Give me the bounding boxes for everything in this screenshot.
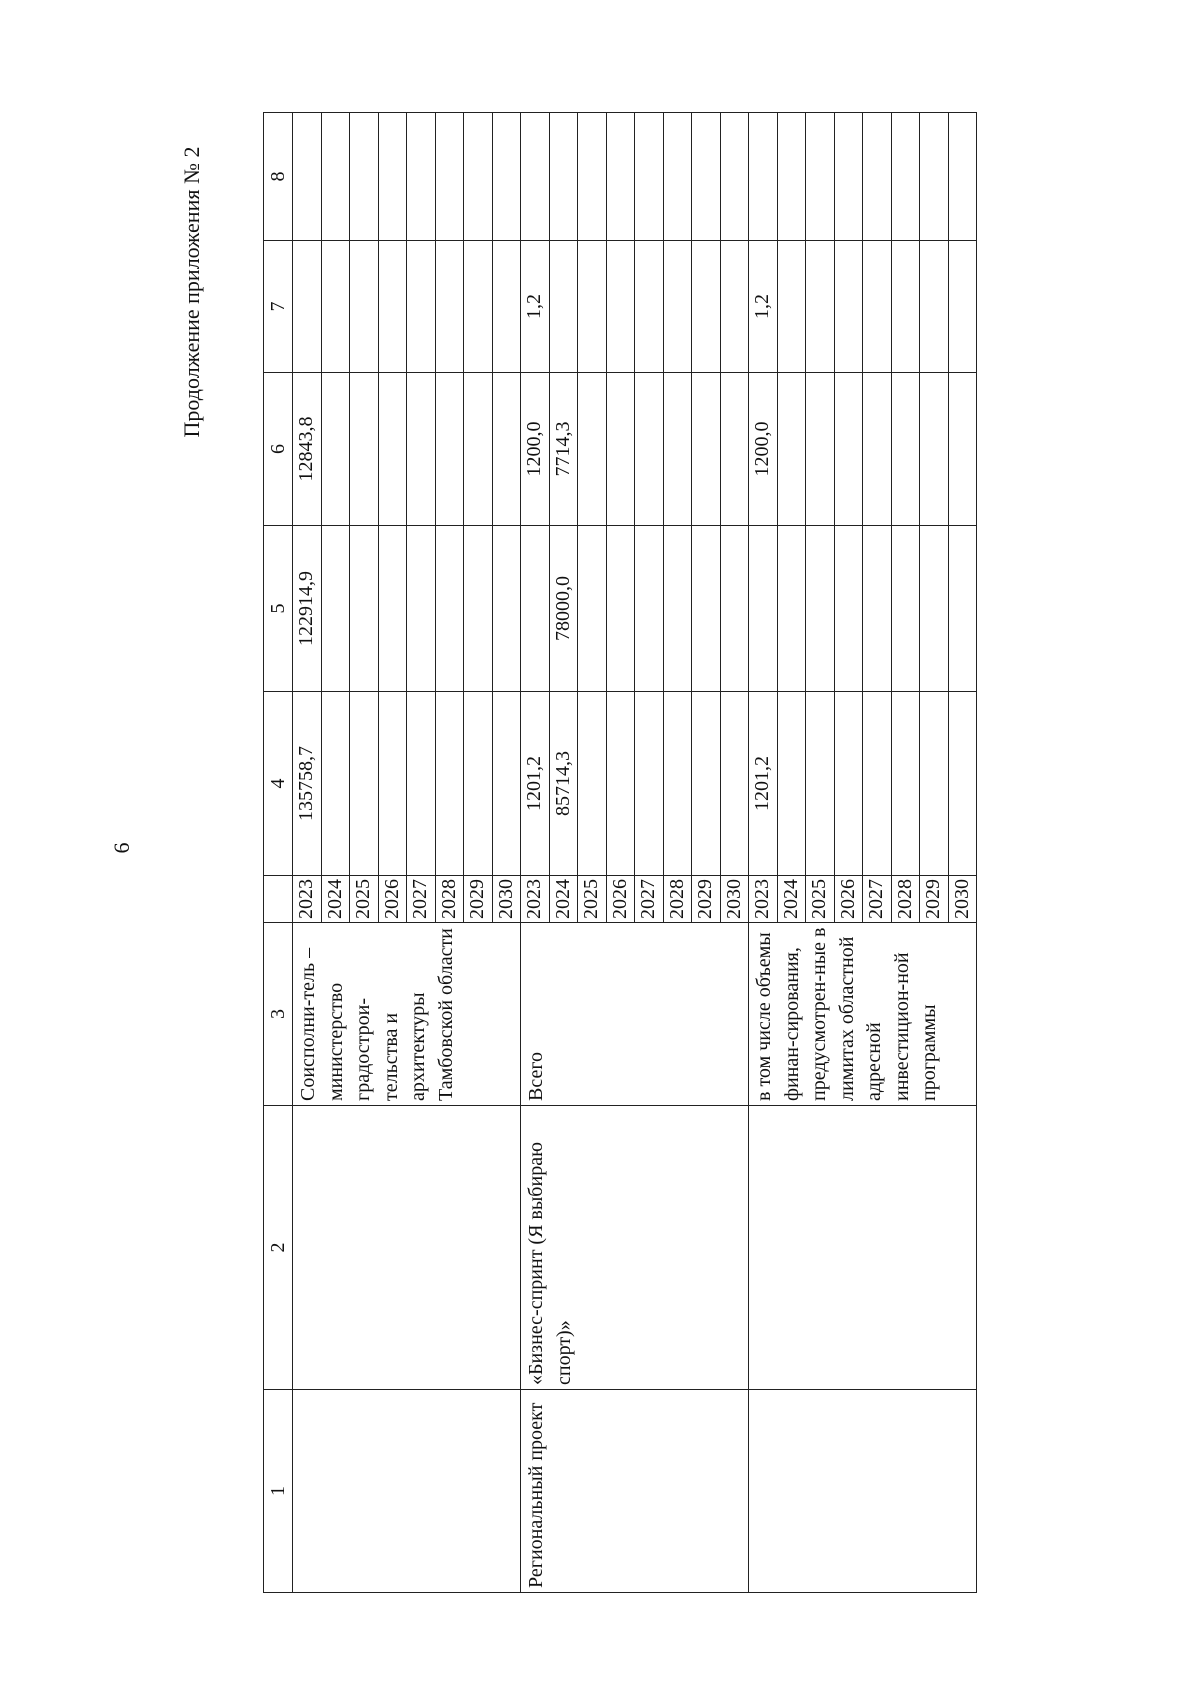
continuation-title: Продолжение приложения № 2 [179, 146, 204, 438]
column-header [264, 876, 293, 923]
value-cell-c7 [948, 241, 977, 373]
value-cell-c8 [749, 113, 778, 241]
value-cell-c4 [692, 692, 721, 876]
value-cell-c7 [606, 241, 635, 373]
value-cell-c8 [948, 113, 977, 241]
value-cell-c6 [777, 373, 806, 526]
program-type-cell [749, 1390, 977, 1593]
column-header: 4 [264, 692, 293, 876]
table-row [293, 113, 322, 1593]
value-cell-c8 [549, 113, 578, 241]
value-cell-c5 [777, 526, 806, 692]
value-cell-c7: 1,2 [521, 241, 550, 373]
value-cell-c8 [834, 113, 863, 241]
column-header: 3 [264, 923, 293, 1106]
value-cell-c6 [606, 373, 635, 526]
value-cell-c7 [378, 241, 407, 373]
value-cell-c4 [464, 692, 493, 876]
value-cell-c6 [663, 373, 692, 526]
value-cell-c7 [578, 241, 607, 373]
value-cell-c5 [834, 526, 863, 692]
value-cell-c7 [692, 241, 721, 373]
value-cell-c4: 85714,3 [549, 692, 578, 876]
value-cell-c6 [834, 373, 863, 526]
year-cell: 2027 [407, 876, 436, 923]
program-name-cell: «Бизнес-спринт (Я выбираю спорт)» [521, 1106, 749, 1390]
value-cell-c4 [720, 692, 749, 876]
value-cell-c6: 7714,3 [549, 373, 578, 526]
value-cell-c5 [891, 526, 920, 692]
column-header: 1 [264, 1390, 293, 1593]
value-cell-c4: 1201,2 [521, 692, 550, 876]
value-cell-c5 [948, 526, 977, 692]
value-cell-c7 [891, 241, 920, 373]
program-type-cell: Региональный проект [521, 1390, 749, 1593]
year-cell: 2027 [635, 876, 664, 923]
value-cell-c4 [863, 692, 892, 876]
value-cell-c7 [350, 241, 379, 373]
year-cell: 2025 [578, 876, 607, 923]
funding-table [263, 112, 977, 1593]
value-cell-c7 [863, 241, 892, 373]
executor-cell: Соисполни-тель – министерство градострои-тельства и архитектуры Тамбовской области [293, 923, 521, 1106]
value-cell-c8 [321, 113, 350, 241]
value-cell-c5 [606, 526, 635, 692]
year-cell: 2026 [834, 876, 863, 923]
year-cell: 2026 [378, 876, 407, 923]
program-name-cell [293, 1106, 521, 1390]
value-cell-c4 [635, 692, 664, 876]
value-cell-c4 [606, 692, 635, 876]
page-number: 6 [109, 842, 134, 854]
value-cell-c5 [492, 526, 521, 692]
value-cell-c4 [321, 692, 350, 876]
value-cell-c4 [578, 692, 607, 876]
value-cell-c8 [891, 113, 920, 241]
value-cell-c6 [806, 373, 835, 526]
value-cell-c4 [492, 692, 521, 876]
value-cell-c7 [806, 241, 835, 373]
value-cell-c8 [578, 113, 607, 241]
value-cell-c6 [891, 373, 920, 526]
value-cell-c8 [663, 113, 692, 241]
value-cell-c8 [777, 113, 806, 241]
value-cell-c5: 78000,0 [549, 526, 578, 692]
value-cell-c4 [920, 692, 949, 876]
value-cell-c8 [806, 113, 835, 241]
year-cell: 2023 [521, 876, 550, 923]
year-cell: 2029 [920, 876, 949, 923]
year-cell: 2023 [293, 876, 322, 923]
value-cell-c7 [920, 241, 949, 373]
value-cell-c8 [464, 113, 493, 241]
value-cell-c4 [806, 692, 835, 876]
executor-cell: Всего [521, 923, 749, 1106]
program-name-cell [749, 1106, 977, 1390]
year-cell: 2025 [806, 876, 835, 923]
year-cell: 2028 [435, 876, 464, 923]
value-cell-c6 [378, 373, 407, 526]
value-cell-c6: 12843,8 [293, 373, 322, 526]
value-cell-c4 [891, 692, 920, 876]
value-cell-c4 [407, 692, 436, 876]
year-cell: 2024 [321, 876, 350, 923]
value-cell-c7 [435, 241, 464, 373]
value-cell-c4: 135758,7 [293, 692, 322, 876]
value-cell-c6 [720, 373, 749, 526]
value-cell-c4 [350, 692, 379, 876]
value-cell-c6 [635, 373, 664, 526]
value-cell-c8 [350, 113, 379, 241]
value-cell-c5 [692, 526, 721, 692]
year-cell: 2028 [891, 876, 920, 923]
value-cell-c7 [321, 241, 350, 373]
value-cell-c5 [435, 526, 464, 692]
value-cell-c8 [720, 113, 749, 241]
value-cell-c8 [492, 113, 521, 241]
year-cell: 2024 [777, 876, 806, 923]
year-cell: 2024 [549, 876, 578, 923]
value-cell-c8 [606, 113, 635, 241]
value-cell-c6: 1200,0 [521, 373, 550, 526]
value-cell-c4 [777, 692, 806, 876]
value-cell-c6 [863, 373, 892, 526]
value-cell-c4 [834, 692, 863, 876]
value-cell-c5 [578, 526, 607, 692]
year-cell: 2030 [948, 876, 977, 923]
value-cell-c7 [777, 241, 806, 373]
year-cell: 2028 [663, 876, 692, 923]
year-cell: 2030 [492, 876, 521, 923]
executor-cell: в том числе объемы финан-сирования, предусмотрен-ные в лимитах областной адресной инвестицион-ной программы [749, 923, 977, 1106]
value-cell-c5 [464, 526, 493, 692]
value-cell-c8 [635, 113, 664, 241]
value-cell-c7 [492, 241, 521, 373]
year-cell: 2023 [749, 876, 778, 923]
value-cell-c8 [407, 113, 436, 241]
value-cell-c7 [407, 241, 436, 373]
value-cell-c4 [435, 692, 464, 876]
value-cell-c5 [350, 526, 379, 692]
value-cell-c5 [920, 526, 949, 692]
value-cell-c7 [549, 241, 578, 373]
column-header: 8 [264, 113, 293, 241]
value-cell-c5 [521, 526, 550, 692]
column-header: 5 [264, 526, 293, 692]
column-header: 6 [264, 373, 293, 526]
value-cell-c5 [863, 526, 892, 692]
value-cell-c8 [435, 113, 464, 241]
value-cell-c8 [692, 113, 721, 241]
column-header: 2 [264, 1106, 293, 1390]
value-cell-c5 [635, 526, 664, 692]
value-cell-c6 [350, 373, 379, 526]
value-cell-c8 [293, 113, 322, 241]
column-header: 7 [264, 241, 293, 373]
table-row [749, 113, 778, 1593]
value-cell-c6 [464, 373, 493, 526]
year-cell: 2029 [464, 876, 493, 923]
value-cell-c7 [635, 241, 664, 373]
value-cell-c5 [749, 526, 778, 692]
value-cell-c6 [407, 373, 436, 526]
value-cell-c5: 122914,9 [293, 526, 322, 692]
value-cell-c8 [521, 113, 550, 241]
value-cell-c6 [321, 373, 350, 526]
value-cell-c4 [378, 692, 407, 876]
header-row [264, 113, 293, 1593]
value-cell-c6 [920, 373, 949, 526]
value-cell-c7 [720, 241, 749, 373]
value-cell-c7 [663, 241, 692, 373]
value-cell-c7 [464, 241, 493, 373]
value-cell-c5 [407, 526, 436, 692]
value-cell-c5 [321, 526, 350, 692]
value-cell-c7 [834, 241, 863, 373]
value-cell-c4: 1201,2 [749, 692, 778, 876]
value-cell-c4 [948, 692, 977, 876]
value-cell-c5 [806, 526, 835, 692]
value-cell-c8 [920, 113, 949, 241]
value-cell-c5 [720, 526, 749, 692]
value-cell-c6 [435, 373, 464, 526]
year-cell: 2030 [720, 876, 749, 923]
table-row [521, 113, 550, 1593]
program-type-cell [293, 1390, 521, 1593]
value-cell-c7 [293, 241, 322, 373]
value-cell-c8 [863, 113, 892, 241]
value-cell-c5 [663, 526, 692, 692]
value-cell-c6 [492, 373, 521, 526]
value-cell-c6 [692, 373, 721, 526]
value-cell-c6 [948, 373, 977, 526]
value-cell-c4 [663, 692, 692, 876]
year-cell: 2027 [863, 876, 892, 923]
value-cell-c5 [378, 526, 407, 692]
value-cell-c6: 1200,0 [749, 373, 778, 526]
value-cell-c7: 1,2 [749, 241, 778, 373]
value-cell-c6 [578, 373, 607, 526]
year-cell: 2026 [606, 876, 635, 923]
year-cell: 2025 [350, 876, 379, 923]
value-cell-c8 [378, 113, 407, 241]
year-cell: 2029 [692, 876, 721, 923]
